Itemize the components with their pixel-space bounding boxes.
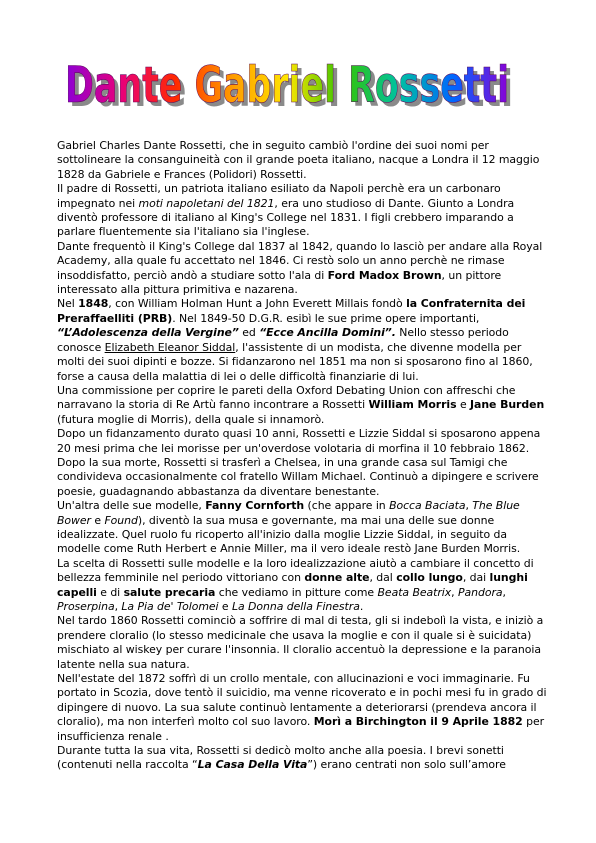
emphasis-run: lunghi capelli: [57, 571, 528, 599]
text-run: che vediamo in pitture come: [215, 585, 378, 599]
paragraph: [57, 456, 547, 499]
emphasis-run: Ford Madox Brown: [327, 268, 442, 282]
emphasis-run: Elizabeth Eleanor Siddal: [104, 340, 236, 354]
paragraph: [57, 614, 547, 672]
wordart-title: [52, 44, 522, 120]
emphasis-run: donne alte: [304, 571, 370, 585]
paragraph: [57, 139, 547, 182]
text-run: Una commissione per coprire le pareti della Oxford Debating Union con affreschi che narravano la storia di Re Artù fanno incontrare a Rossetti: [57, 383, 516, 412]
text-run: , l'assistente di un modista, che divenne modella per molti dei suoi dipinti e bozze. Si fidanzarono nel 1851 ma non si sposarono fino al 1860, forse a causa della malattia di lei o delle difficoltà finanziarie di lui.: [57, 340, 533, 383]
paragraph: [57, 182, 547, 240]
text-run: . Nel 1849-50 D.G.R. esibì le sue prime opere importanti,: [172, 311, 480, 325]
text-run: per insufficienza renale .: [57, 715, 545, 743]
paragraph: [57, 499, 547, 557]
text-run: e: [218, 600, 232, 613]
text-run: , un pittore interessato alla pittura primitiva e nazarena.: [57, 268, 502, 297]
emphasis-run: William Morris: [368, 398, 457, 412]
emphasis-run: Bocca Baciata: [389, 499, 466, 513]
paragraph: [57, 240, 547, 298]
paragraph: [57, 384, 547, 427]
emphasis-run: 1848: [78, 297, 109, 311]
emphasis-run: “L’Adolescenza della Vergine”: [57, 326, 239, 340]
text-run: e: [456, 398, 471, 412]
text-run: ed: [238, 326, 260, 340]
emphasis-run: The Blue Bower: [57, 499, 520, 527]
text-run: ,: [502, 585, 506, 599]
text-run: ”) erano centrati non solo sull’amore: [307, 758, 506, 772]
paragraph: [57, 557, 547, 615]
text-run: e: [90, 513, 105, 527]
text-run: , con William Holman Hunt a John Everett Millais fondò: [108, 297, 407, 311]
text-run: (futura moglie di Morris), della quale si innamorò.: [57, 412, 325, 426]
emphasis-run: La Casa Della Vita: [197, 758, 308, 772]
text-run: La scelta di Rossetti sulle modelle e la loro idealizzazione aiutò a cambiare il concetto di bellezza femminile nel periodo vittoriano con: [57, 556, 534, 585]
text-run: ,: [465, 499, 473, 513]
text-run: Durante tutta la sua vita, Rossetti si dedicò molto anche alla poesia. I brevi sonetti (contenuti nella raccolta “: [57, 744, 504, 772]
emphasis-run: Fanny Cornforth: [205, 499, 305, 513]
biography-text: [57, 139, 547, 773]
emphasis-run: La Pia de' Tolomei: [121, 600, 219, 613]
paragraph: [57, 427, 547, 456]
text-run: , dal: [369, 571, 397, 585]
paragraph: [57, 297, 547, 383]
text-run: e di: [96, 585, 124, 599]
text-run: .: [359, 600, 364, 613]
paragraph: [57, 744, 547, 773]
text-run: Dopo la sua morte, Rossetti si trasferì a Chelsea, in una grande casa sul Tamigi che condivideva occasionalmente col fratello Willam Michael. Continuò a dipingere e scrivere poesie, guadagnando abbastanza da diventare benestante.: [57, 455, 539, 498]
emphasis-run: collo lungo: [396, 571, 463, 585]
text-run: Dopo un fidanzamento durato quasi 10 anni, Rossetti e Lizzie Siddal si sposarono appena 20 mesi prima che lei morisse per un'overdose volotaria di morfina il 10 febbraio 1862.: [57, 427, 541, 455]
text-run: , era uno studioso di Dante. Giunto a Londra diventò professore di italiano al King's College nel 1831. I figli crebbero imparando a parlare fluentemente sia l'italiano sia l'inglese.: [57, 196, 515, 239]
emphasis-run: Jane Burden: [470, 398, 545, 412]
emphasis-run: Found: [104, 513, 138, 527]
text-run: ,: [114, 600, 122, 613]
text-run: , dai: [462, 571, 490, 585]
emphasis-run: la Confraternita dei Preraffaelliti (PRB): [57, 297, 526, 325]
emphasis-run: moti napoletani del 1821: [138, 196, 275, 210]
emphasis-run: salute precaria: [123, 585, 216, 599]
emphasis-run: Beata Beatrix: [377, 585, 452, 599]
text-run: ,: [451, 585, 458, 599]
text-run: ), diventò la sua musa e governante, ma mai una delle sue donne idealizzate. Quel ruolo fu ricoperto all'inizio dalla moglie Lizzie Siddal, in seguito da modelle come Ruth Herbert e Annie Miller, ma il vero ideale restò Jane Burden Morris.: [57, 513, 521, 556]
text-run: Dante frequentò il King's College dal 1837 al 1842, quando lo lasciò per andare alla Royal Academy, alla quale fu accettato nel 1846. Ci restò solo un anno perchè ne rimase insoddisfatto, perciò andò a studiare sotto l'ala di: [57, 239, 543, 282]
text-run: Un'altra delle sue modelle,: [57, 499, 206, 513]
text-run: Nel tardo 1860 Rossetti cominciò a soffrire di mal di testa, gli si indebolì la vista, e iniziò a prendere cloralio (lo stesso medicinale che usava la moglie e con il quale si è suicidata) mischiato al wiskey per curare l'insonnia. Il cloralio accentuò la depressione e la paranoia latente nella sua natura.: [57, 614, 544, 671]
text-run: Nel: [57, 297, 79, 311]
text-run: (che appare in: [304, 499, 390, 513]
emphasis-run: “Ecce Ancilla Domini”.: [259, 326, 396, 340]
emphasis-run: Pandora: [458, 585, 503, 599]
text-run: Nell'estate del 1872 soffrì di un crollo mentale, con allucinazioni e voci immaginarie. Fu portato in Scozia, dove tentò il suicidio, ma venne ricoverato e in pochi mesi fu in grado di dipingere di nuovo. La sua salute continuò lentamente a deteriorarsi (prendeva ancora il cloralio), ma non interferì molto col suo lavoro.: [57, 672, 547, 729]
emphasis-run: Morì a Birchington il 9 Aprile 1882: [313, 715, 523, 729]
emphasis-run: Proserpina: [57, 600, 115, 613]
text-run: Gabriel Charles Dante Rossetti, che in seguito cambiò l'ordine dei suoi nomi per sottolineare la consanguineità con il grande poeta italiano, nacque a Londra il 12 maggio 1828 da Gabriele e Frances (Polidori) Rossetti.: [57, 139, 540, 181]
page-title: [52, 44, 522, 120]
page-title-text: Dante Gabriel Rossetti: [65, 56, 509, 114]
text-run: Nello stesso periodo conosce: [57, 326, 509, 354]
emphasis-run: La Donna della Finestra: [231, 600, 360, 613]
paragraph: [57, 672, 547, 744]
page-title-shadow: Dante Gabriel Rossetti: [69, 60, 513, 118]
text-run: Il padre di Rossetti, un patriota italiano esiliato da Napoli perchè era un carbonaro impegnato nei: [57, 182, 501, 210]
